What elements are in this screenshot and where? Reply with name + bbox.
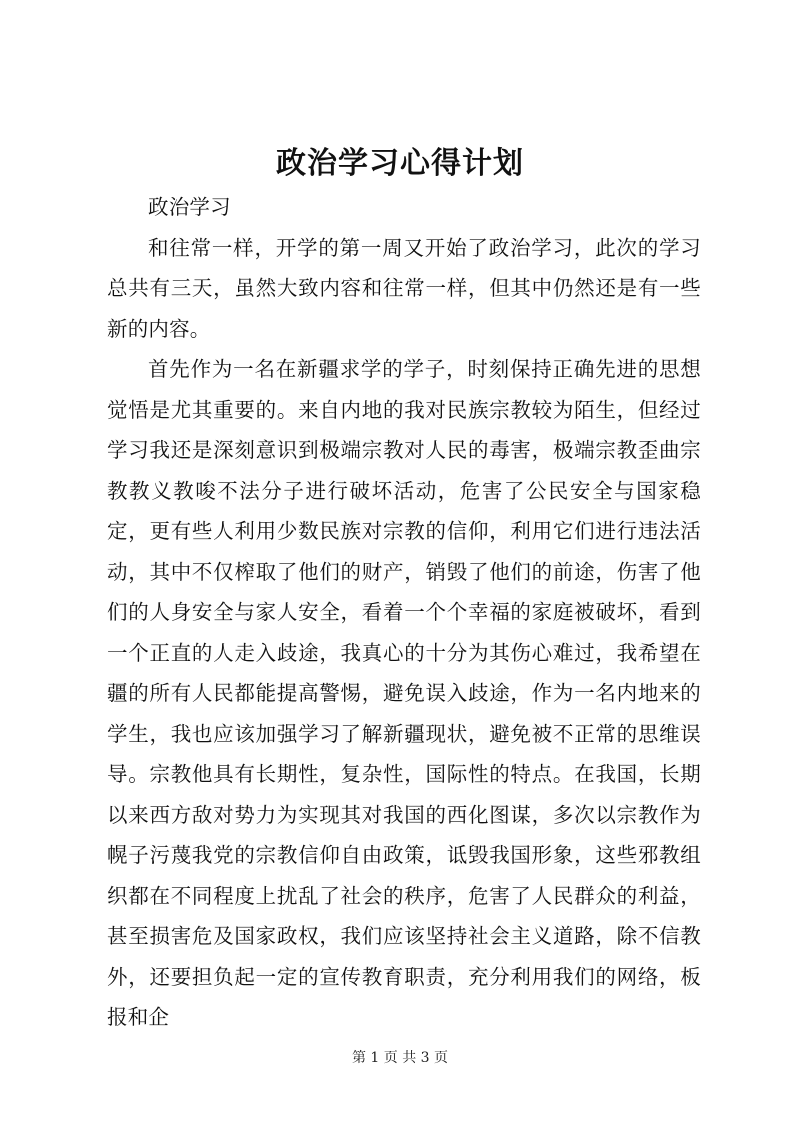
paragraph-main: 首先作为一名在新疆求学的学子，时刻保持正确先进的思想觉悟是尤其重要的。来自内地的我对民族宗教较为陌生，但经过学习我还是深刻意识到极端宗教对人民的毒害，极端宗教歪曲宗教教义教唆不法分子进行破坏活动，危害了公民安全与国家稳定，更有些人利用少数民族对宗教的信仰，利用它们进行违法活动，其中不仅榨取了他们的财产，销毁了他们的前途，伤害了他们的人身安全与家人安全，看着一个个幸福的家庭被破坏，看到一个正直的人走入歧途，我真心的十分为其伤心难过，我希望在疆的所有人民都能提高警惕，避免误入歧途，作为一名内地来的学生，我也应该加强学习了解新疆现状，避免被不正常的思维误导。宗教他具有长期性，复杂性，国际性的特点。在我国，长期以来西方敌对势力为实现其对我国的西化图谋，多次以宗教作为幌子污蔑我党的宗教信仰自由政策，诋毁我国形象，这些邪教组织都在不同程度上扰乱了社会的秩序，危害了人民群众的利益，甚至损害危及国家政权，我们应该坚持社会主义道路，除不信教外，还要担负起一定的宣传教育职责，充分利用我们的网络，板报和企 bbox=[107, 357, 701, 1029]
paragraph-intro: 和往常一样，开学的第一周又开始了政治学习，此次的学习总共有三天，虽然大致内容和往常一样，但其中仍然还是有一些新的内容。 bbox=[107, 235, 701, 341]
document-body bbox=[107, 187, 701, 1038]
document-title: 政治学习心得计划 bbox=[276, 146, 524, 181]
paragraph-subtitle: 政治学习 bbox=[148, 195, 231, 219]
page-number-footer: 第 1 页 共 3 页 bbox=[351, 1050, 449, 1066]
